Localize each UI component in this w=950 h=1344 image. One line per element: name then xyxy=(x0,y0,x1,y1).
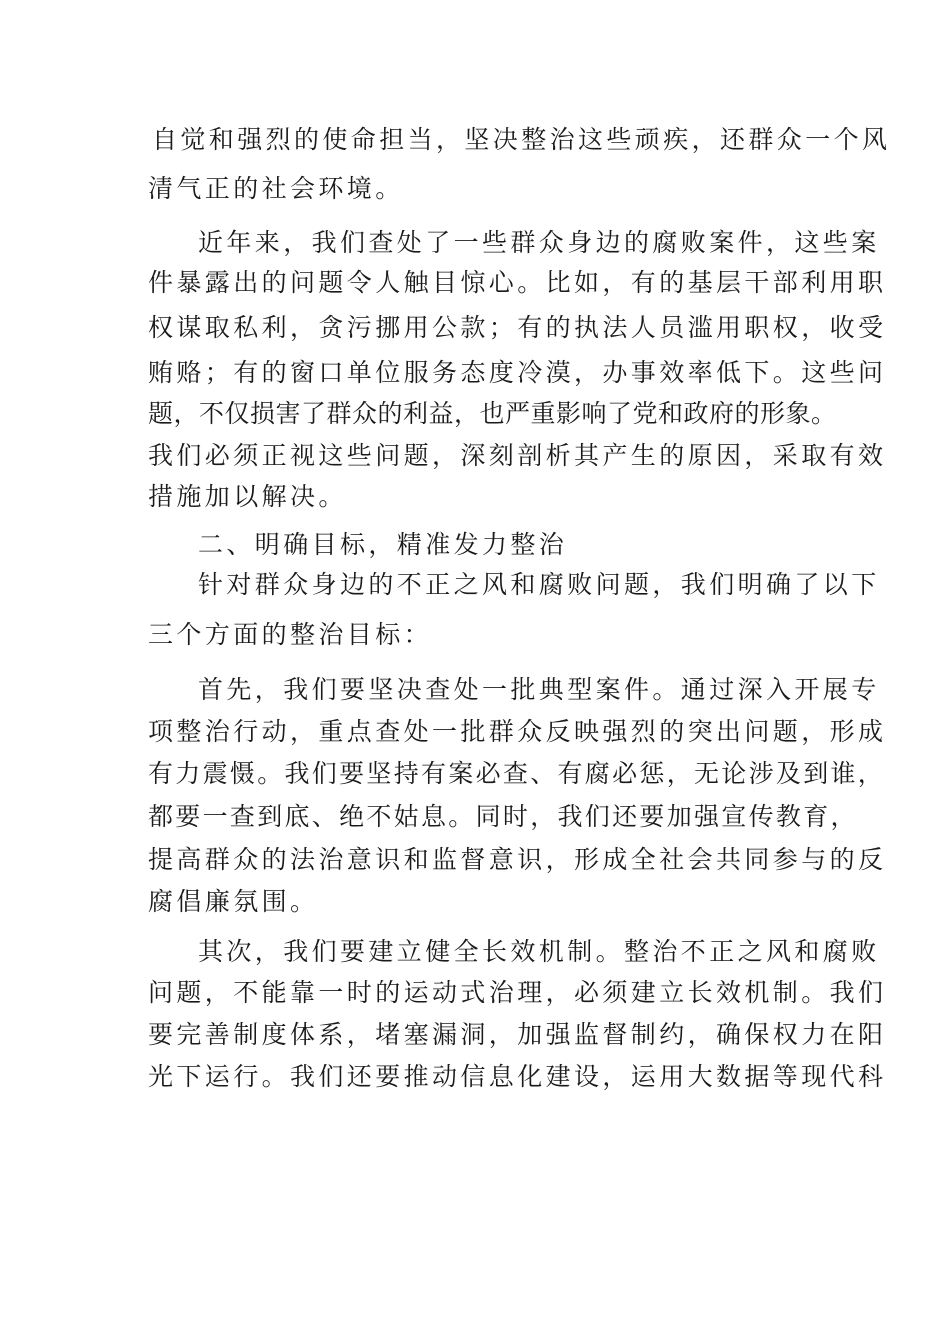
text-line: 三个方面的整治目标： xyxy=(148,620,433,649)
text-line: 题，不仅损害了群众的利益，也严重影响了党和政府的形象。 xyxy=(148,399,837,428)
paragraph-first-line: 其次，我们要建立健全长效机制。整治不正之风和腐败 xyxy=(198,937,880,966)
section-heading: 二、明确目标，精准发力整治 xyxy=(198,530,568,559)
paragraph-first-line: 近年来，我们查处了一些群众身边的腐败案件，这些案 xyxy=(198,228,880,257)
text-line: 光下运行。我们还要推动信息化建设，运用大数据等现代科 xyxy=(148,1062,887,1091)
text-line: 件暴露出的问题令人触目惊心。比如，有的基层干部利用职 xyxy=(148,268,887,297)
paragraph-first-line: 针对群众身边的不正之风和腐败问题，我们明确了以下 xyxy=(198,570,880,599)
text-line: 贿赂；有的窗口单位服务态度冷漠，办事效率低下。这些问 xyxy=(148,358,887,387)
text-line: 都要一查到底、绝不姑息。同时，我们还要加强宣传教育， xyxy=(148,802,858,831)
text-line: 我们必须正视这些问题，深刻剖析其产生的原因，采取有效 xyxy=(148,441,887,470)
text-line: 提高群众的法治意识和监督意识，形成全社会共同参与的反 xyxy=(148,845,887,874)
text-line: 权谋取私利，贪污挪用公款；有的执法人员滥用职权，收受 xyxy=(148,313,887,342)
text-line: 要完善制度体系，堵塞漏洞，加强监督制约，确保权力在阳 xyxy=(148,1020,887,1049)
text-line: 有力震慑。我们要坚持有案必查、有腐必惩，无论涉及到谁， xyxy=(148,759,886,788)
text-line: 问题，不能靠一时的运动式治理，必须建立长效机制。我们 xyxy=(148,978,887,1007)
paragraph-first-line: 首先，我们要坚决查处一批典型案件。通过深入开展专 xyxy=(198,675,880,704)
text-line: 措施加以解决。 xyxy=(148,482,347,511)
text-line: 腐倡廉氛围。 xyxy=(148,887,319,916)
text-line: 项整治行动，重点查处一批群众反映强烈的突出问题，形成 xyxy=(148,717,887,746)
text-line: 自觉和强烈的使命担当，坚决整治这些顽疾，还群众一个风 xyxy=(152,125,891,154)
text-line: 清气正的社会环境。 xyxy=(148,174,404,203)
